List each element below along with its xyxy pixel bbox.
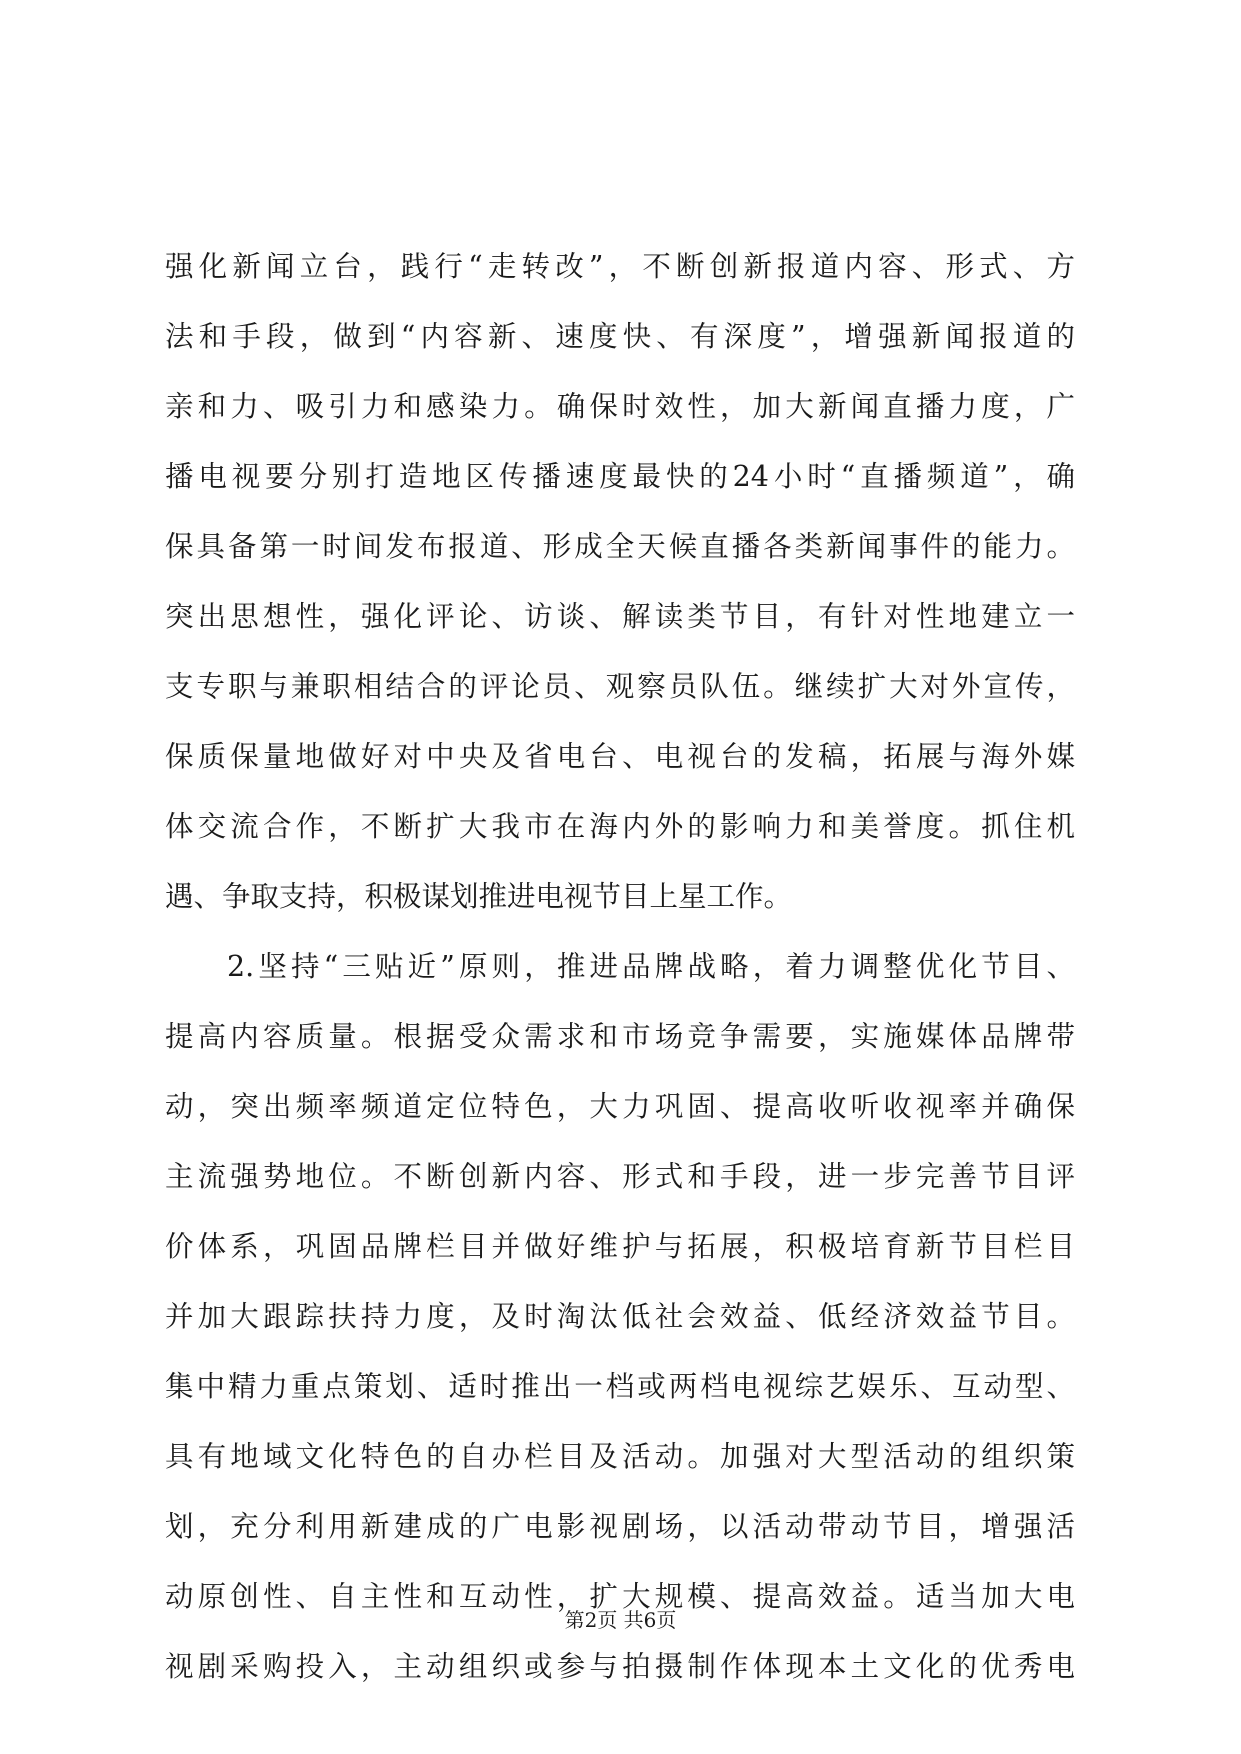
paragraph-2-line: 视剧采购投入，主动组织或参与拍摄制作体现本土文化的优秀电: [165, 1650, 1075, 1683]
paragraph-1-line: 法和手段，做到“内容新、速度快、有深度”，增强新闻报道的: [165, 320, 1075, 353]
paragraph-1-line: 支专职与兼职相结合的评论员、观察员队伍。继续扩大对外宣传，: [165, 670, 1075, 703]
paragraph-2-line: 动，突出频率频道定位特色，大力巩固、提高收听收视率并确保: [165, 1090, 1075, 1123]
paragraph-2-line: 划，充分利用新建成的广电影视剧场，以活动带动节目，增强活: [165, 1510, 1075, 1543]
paragraph-2-line: 主流强势地位。不断创新内容、形式和手段，进一步完善节目评: [165, 1160, 1075, 1193]
paragraph-1-line: 遇、争取支持，积极谋划推进电视节目上星工作。: [165, 880, 793, 913]
paragraph-2-line: 具有地域文化特色的自办栏目及活动。加强对大型活动的组织策: [165, 1440, 1075, 1473]
paragraph-1-line: 强化新闻立台，践行“走转改”，不断创新报道内容、形式、方: [165, 250, 1075, 283]
paragraph-1-line: 亲和力、吸引力和感染力。确保时效性，加大新闻直播力度，广: [165, 390, 1075, 423]
paragraph-2-line: 集中精力重点策划、适时推出一档或两档电视综艺娱乐、互动型、: [165, 1370, 1075, 1403]
paragraph-2-line: 价体系，巩固品牌栏目并做好维护与拓展，积极培育新节目栏目: [165, 1230, 1075, 1263]
paragraph-1-line: 突出思想性，强化评论、访谈、解读类节目，有针对性地建立一: [165, 600, 1075, 633]
paragraph-2-line: 提高内容质量。根据受众需求和市场竞争需要，实施媒体品牌带: [165, 1020, 1075, 1053]
paragraph-2-line: 2.坚持“三贴近”原则，推进品牌战略，着力调整优化节目、: [227, 950, 1075, 983]
paragraph-2-line: 动原创性、自主性和互动性，扩大规模、提高效益。适当加大电: [165, 1580, 1075, 1613]
page-number-footer: 第2页 共6页: [564, 1608, 677, 1632]
document-body: [165, 232, 1075, 1702]
paragraph-1-line: 体交流合作，不断扩大我市在海内外的影响力和美誉度。抓住机: [165, 810, 1075, 843]
paragraph-2-line: 并加大跟踪扶持力度，及时淘汰低社会效益、低经济效益节目。: [165, 1300, 1075, 1333]
paragraph-1-line: 保质保量地做好对中央及省电台、电视台的发稿，拓展与海外媒: [165, 740, 1075, 773]
paragraph-1-line: 保具备第一时间发布报道、形成全天候直播各类新闻事件的能力。: [165, 530, 1075, 563]
paragraph-1-line: 播电视要分别打造地区传播速度最快的24小时“直播频道”，确: [165, 460, 1075, 493]
